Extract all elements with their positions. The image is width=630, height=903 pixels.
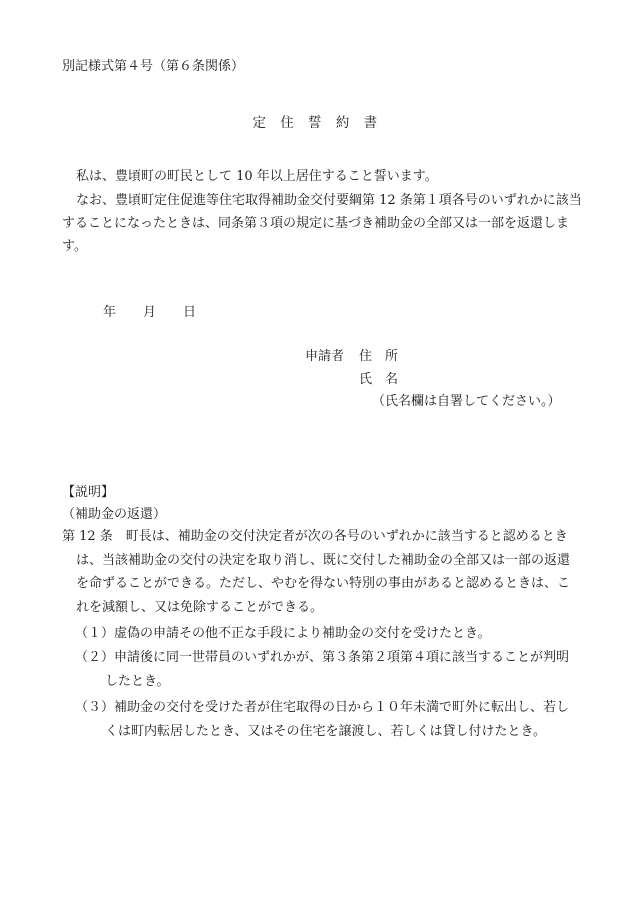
- applicant-label: 申請者: [305, 349, 345, 364]
- date-month-label: 月: [143, 305, 157, 320]
- article-line: 第 12 条 町長は、補助金の交付決定者が次の各号のいずれかに該当すると認めるとき: [62, 529, 568, 544]
- article-line: は、当該補助金の交付の決定を取り消し、既に交付した補助金の全部又は一部の返還: [76, 552, 571, 568]
- article-12-text: [62, 525, 586, 619]
- item-3-continued: くは町内転居したとき、又はその住宅を譲渡し、若しくは貸し付けたとき。: [105, 724, 546, 739]
- explanation-subheading: （補助金の返還）: [62, 507, 167, 522]
- explanation-heading: 【説明】: [62, 485, 115, 500]
- item-3: （３）補助金の交付を受けた者が住宅取得の日から１０年未満で町外に転出し、若し: [75, 700, 570, 715]
- signature-note: （氏名欄は自署してください。）: [372, 394, 561, 409]
- date-year-label: 年: [103, 305, 117, 320]
- address-label: 住 所: [359, 349, 399, 364]
- pledge-paragraph: 私は、豊頃町の町民として 10 年以上居住すること誓います。: [76, 169, 438, 184]
- repayment-paragraph: なお、豊頃町定住促進等住宅取得補助金交付要綱第 12 条第１項各号のいずれかに該当することになったときは、同条第３項の規定に基づき補助金の全部又は一部を返還します。: [62, 193, 582, 254]
- date-day-label: 日: [183, 305, 197, 320]
- form-number-label: 別記様式第４号（第６条関係）: [62, 59, 245, 74]
- name-label: 氏 名: [359, 372, 399, 387]
- article-line: れを減額し、又は免除することができる。: [76, 599, 324, 615]
- item-2: （２）申請後に同一世帯員のいずれかが、第３条第２項第４項に該当することが判明: [75, 650, 570, 665]
- item-2-continued: したとき。: [105, 674, 170, 689]
- article-line: を命ずることができる。ただし、やむを得ない特別の事由があると認めるときは、こ: [76, 576, 571, 591]
- document-title: 定 住 誓 約 書: [252, 115, 378, 131]
- item-1: （１）虚偽の申請その他不正な手段により補助金の交付を受けたとき。: [75, 626, 491, 641]
